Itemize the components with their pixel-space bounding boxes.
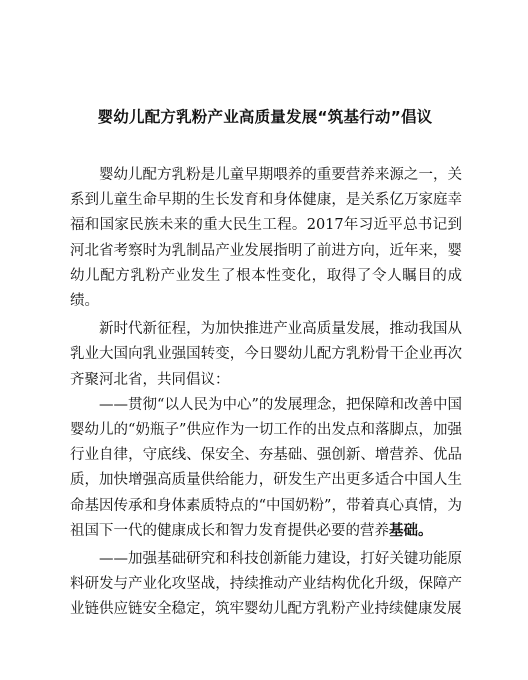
paragraph-point-people-centered <box>70 393 462 544</box>
document-title: 婴幼儿配方乳粉产业高质量发展“筑基行动”倡议 <box>97 108 433 126</box>
paragraph-point-research <box>70 547 462 623</box>
paragraph-bold-ending: 基础。 <box>389 522 433 539</box>
paragraph-text: 新时代新征程，为加快推进产业高质量发展，推动我国从乳业大国向乳业强国转变，今日婴幼儿配方乳粉骨干企业再次齐聚河北省，共同倡议： <box>70 321 462 388</box>
paragraph-text: ——加强基础研究和科技创新能力建设，打好关键功能原料研发与产业化攻坚战，持续推动产业结构优化升级，保障产业链供应链安全稳定，筑牢婴幼儿配方乳粉产业持续健康发展 <box>70 551 462 618</box>
paragraph-background <box>70 163 462 314</box>
document-body <box>70 163 462 623</box>
paragraph-text: 婴幼儿配方乳粉是儿童早期喂养的重要营养来源之一，关系到儿童生命早期的生长发育和身体健康，是关系亿万家庭幸福和国家民族未来的重大民生工程。2017年习近平总书记到河北省考察时为乳制品产业发展指明了前进方向，近年来，婴幼儿配方乳粉产业发生了根本性变化，取得了令人瞩目的成绩。 <box>70 167 462 310</box>
paragraph-initiative-intro <box>70 317 462 393</box>
paragraph-text: ——贯彻“以人民为中心”的发展理念，把保障和改善中国婴幼儿的“奶瓶子”供应作为一切工作的出发点和落脚点，加强行业自律，守底线、保安全、夯基础、强创新、增营养、优品质，加快增强高质量供给能力，研发生产出更多适合中国人生命基因传承和身体素质特点的“中国奶粉”，带着真心真情，为祖国下一代的健康成长和智力发育提供必要的营养 <box>70 396 462 539</box>
